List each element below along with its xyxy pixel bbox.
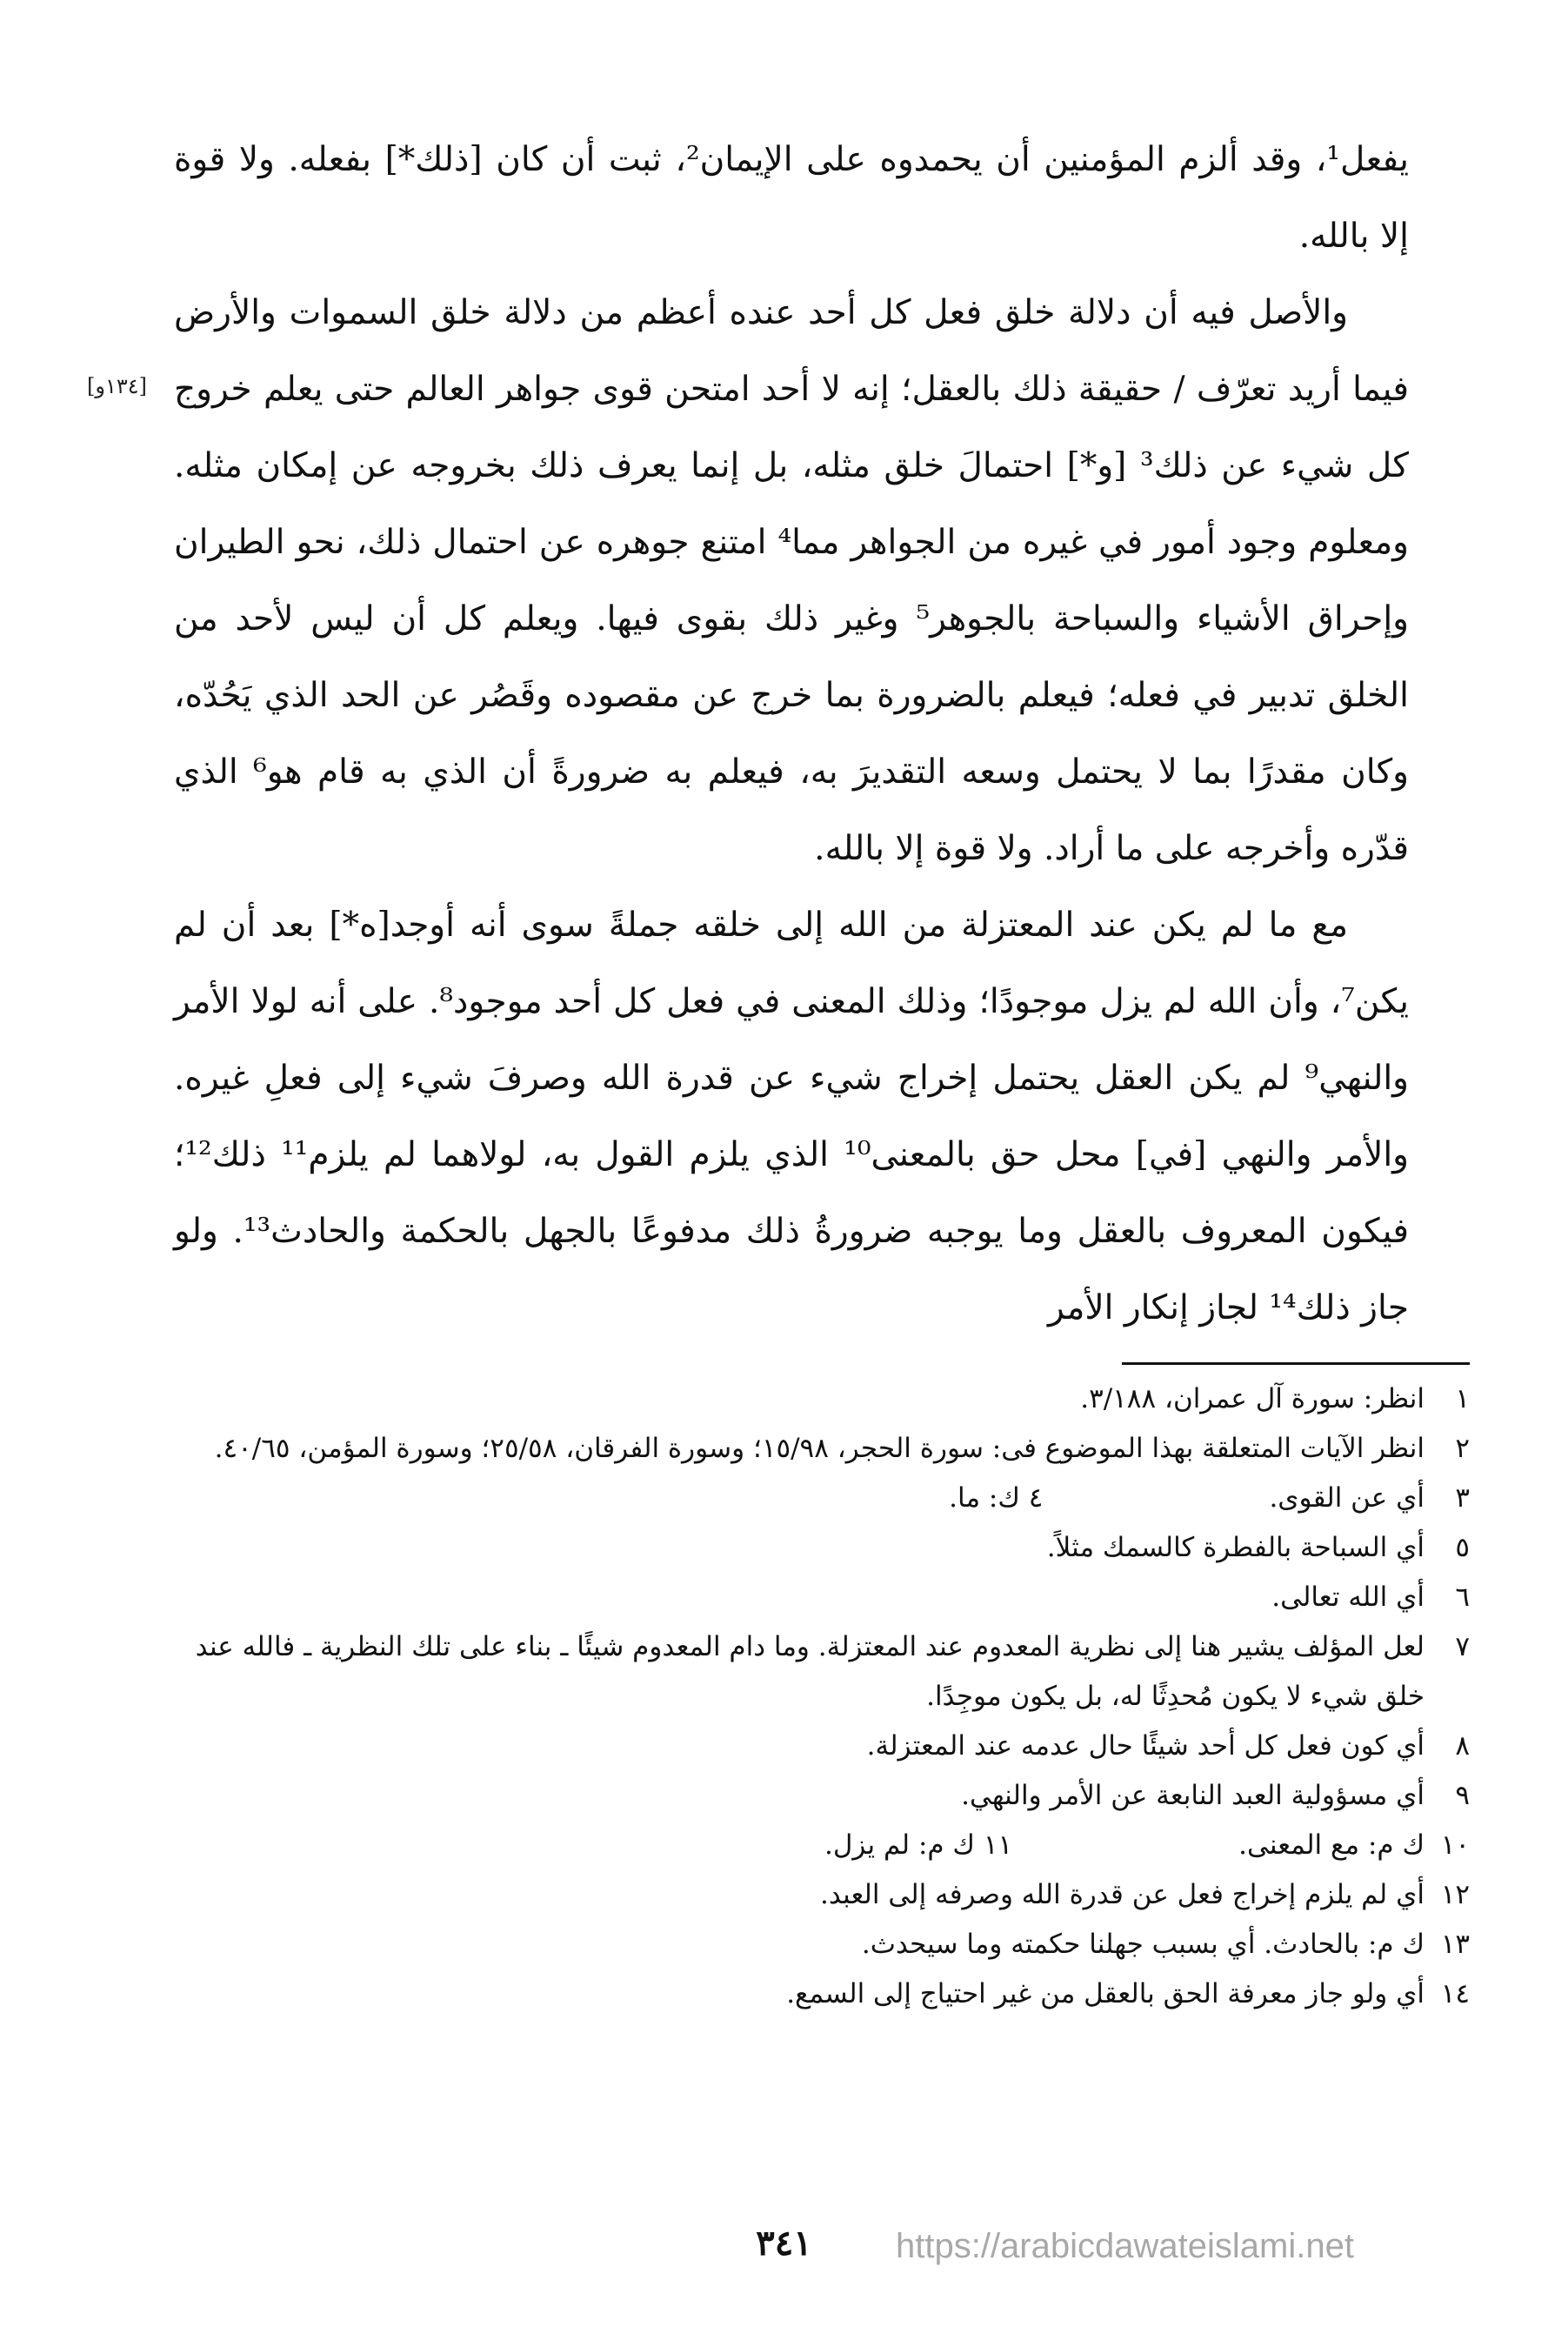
footnote-number: ٩ <box>1455 1780 1470 1811</box>
footnote-text: ك م: لم يزل. <box>824 1829 975 1861</box>
footnote-text: ك م: بالحادث. أي بسبب جهلنا حكمته وما سيحدث. <box>861 1929 1425 1960</box>
footnote-text: أي الله تعالى. <box>1271 1581 1425 1613</box>
footnote-number: ٤ <box>1028 1482 1044 1514</box>
footnote-number: ٣ <box>1455 1482 1470 1514</box>
footnote-text: لعل المؤلف يشير هنا إلى نظرية المعدوم عند المعتزلة. وما دام المعدوم شيئًا ـ بناء على تلك النظرية ـ فالله عند خلق شيء لا يكون مُحدِثًا له، بل يكون موجِدًا. <box>195 1631 1425 1712</box>
footnote-3-4 <box>165 1474 1470 1523</box>
paragraph-1: يفعل¹، وقد ألزم المؤمنين أن يحمدوه على الإيمان²، ثبت أن كان [ذلك*] بفعله. ولا قوة إلا بالله. <box>174 140 1409 256</box>
margin-folio-marker: [١٣٤و] <box>87 374 147 398</box>
paragraph-3: مع ما لم يكن عند المعتزلة من الله إلى خلقه جملةً سوى أنه أوجد[ه*] بعد أن لم يكن⁷، وأن الله لم يزل موجودًا؛ وذلك المعنى في فعل كل أحد موجود⁸. على أنه لولا الأمر والنهي⁹ لم يكن العقل يحتمل إخراج شيء عن قدرة الله وصرفَ شيء إلى فعلِ غيره. والأمر والنهي [في] محل حق بالمعنى¹⁰ الذي يلزم القول به، لولاهما لم يلزم¹¹ ذلك¹²؛ فيكون المعروف بالعقل وما يوجبه ضرورةُ ذلك مدفوعًا بالجهل بالحكمة والحادث¹³. ولو جاز ذلك¹⁴ لجاز إنكار الأمر <box>174 906 1409 1327</box>
footnote-1 <box>165 1374 1470 1424</box>
main-text <box>174 122 1409 1347</box>
footnote-number: ٨ <box>1455 1730 1470 1762</box>
footnote-14 <box>165 1969 1470 2019</box>
footnote-text: أي لم يلزم إخراج فعل عن قدرة الله وصرفه إلى العبد. <box>819 1879 1425 1910</box>
footnote-9 <box>165 1771 1470 1821</box>
page-number: ٣٤١ <box>756 2223 812 2263</box>
footnote-text: أي كون فعل كل أحد شيئًا حال عدمه عند المعتزلة. <box>866 1730 1425 1762</box>
footnote-12 <box>165 1870 1470 1920</box>
footnote-7 <box>165 1622 1470 1722</box>
footnotes <box>165 1374 1470 2019</box>
footnote-13 <box>165 1920 1470 1969</box>
footnote-number: ١٤ <box>1440 1978 1470 2009</box>
footnote-text: ك م: مع المعنى. <box>1238 1829 1425 1861</box>
footnote-number: ١٠ <box>1440 1829 1470 1861</box>
footnote-4 <box>949 1474 1043 1523</box>
footnote-number: ١ <box>1455 1383 1470 1414</box>
footnote-text: أي السباحة بالفطرة كالسمك مثلاً. <box>1046 1532 1425 1563</box>
footnote-text: أي مسؤولية العبد النابعة عن الأمر والنهي. <box>961 1780 1425 1811</box>
footnote-6 <box>165 1573 1470 1622</box>
footnote-10-11 <box>165 1821 1470 1870</box>
footnote-11 <box>824 1821 1012 1870</box>
footnote-number: ٧ <box>1455 1631 1470 1662</box>
footnote-text: انظر الآيات المتعلقة بهذا الموضوع فى: سورة الحجر، ١٥/٩٨؛ وسورة الفرقان، ٢٥/٥٨؛ وسورة المؤمن، ٤٠/٦٥. <box>214 1433 1425 1464</box>
footnote-number: ١٢ <box>1440 1879 1470 1910</box>
paragraph-2: والأصل فيه أن دلالة خلق فعل كل أحد عنده أعظم من دلالة خلق السموات والأرض فيما أريد تعرّف / حقيقة ذلك بالعقل؛ إنه لا أحد امتحن قوى جواهر العالم حتى يعلم خروج كل شيء عن ذلك³ [و*] احتمالَ خلق مثله، بل إنما يعرف ذلك بخروجه عن إمكان مثله. ومعلوم وجود أمور في غيره من الجواهر مما⁴ امتنع جوهره عن احتمال ذلك، نحو الطيران وإحراق الأشياء والسباحة بالجوهر⁵ وغير ذلك بقوى فيها. ويعلم كل أن ليس لأحد من الخلق تدبير في فعله؛ فيعلم بالضرورة بما خرج عن مقصوده وقَصُر عن الحد الذي يَحُدّه، وكان مقدرًا بما لا يحتمل وسعه التقديرَ به، فيعلم به ضرورةً أن الذي به قام هو⁶ الذي قدّره وأخرجه على ما أراد. ولا قوة إلا بالله. <box>174 293 1409 868</box>
footnote-5 <box>165 1523 1470 1573</box>
footnote-text: أي عن القوى. <box>1269 1482 1425 1514</box>
footnote-number: ٦ <box>1455 1581 1470 1613</box>
footnote-2 <box>165 1424 1470 1474</box>
footnote-text: ك: ما. <box>949 1482 1020 1514</box>
footnote-number: ٥ <box>1455 1532 1470 1563</box>
footnote-number: ٢ <box>1455 1433 1470 1464</box>
footnote-number: ١١ <box>983 1829 1013 1861</box>
footnote-separator <box>1122 1362 1470 1365</box>
footnote-text: أي ولو جاز معرفة الحق بالعقل من غير احتياج إلى السمع. <box>786 1978 1425 2009</box>
footnote-8 <box>165 1722 1470 1771</box>
watermark-url: https://arabicdawateislami.net <box>896 2227 1354 2265</box>
footnote-number: ١٣ <box>1440 1929 1470 1960</box>
footnote-text: انظر: سورة آل عمران، ٣/١٨٨. <box>1080 1383 1425 1414</box>
